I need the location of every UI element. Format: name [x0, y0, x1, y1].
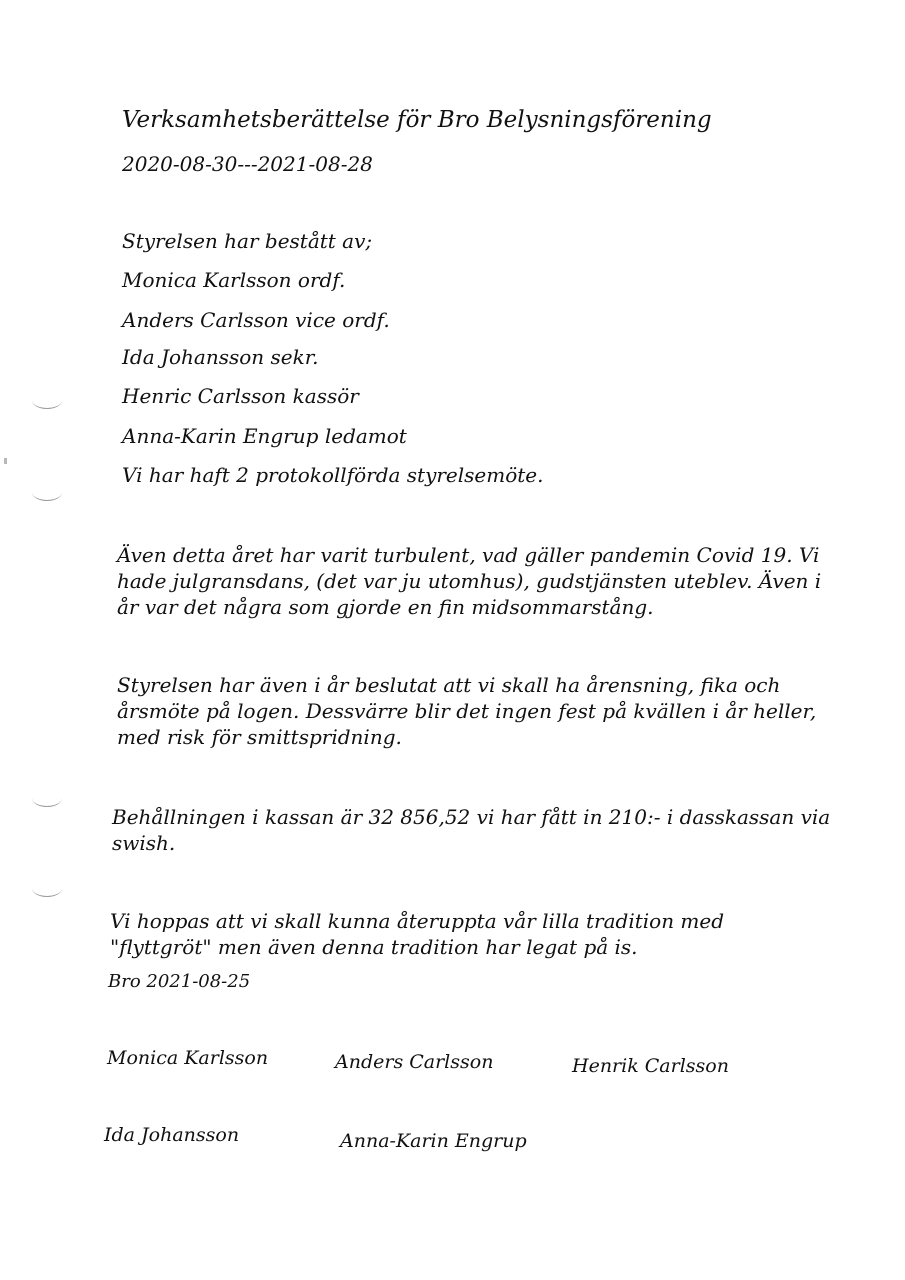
- place-and-date: Bro 2021-08-25: [108, 971, 251, 992]
- paragraph-tradition: [110, 908, 724, 960]
- paragraph-line: Vi hoppas att vi skall kunna återuppta vår lilla tradition med: [110, 909, 725, 933]
- paragraph-line: swish.: [112, 831, 176, 855]
- punch-hole-mark: [32, 484, 62, 501]
- paragraph-line: årsmöte på logen. Dessvärre blir det ingen fest på kvällen i år heller,: [117, 699, 817, 723]
- board-member: Monica Karlsson ordf.: [122, 268, 346, 292]
- board-intro: Styrelsen har bestått av;: [122, 229, 373, 253]
- paragraph-line: "flyttgröt" men även denna tradition har legat på is.: [110, 935, 638, 959]
- paragraph-line: Även detta året har varit turbulent, vad gäller pandemin Covid 19. Vi: [117, 543, 820, 567]
- meetings-statement: Vi har haft 2 protokollförda styrelsemöte.: [122, 463, 544, 487]
- board-member: Anders Carlsson vice ordf.: [122, 308, 390, 332]
- punch-hole-mark: [32, 880, 62, 897]
- document-title: Verksamhetsberättelse för Bro Belysningsförening: [122, 107, 712, 133]
- punch-hole-mark: [32, 790, 62, 807]
- signature-monica-karlsson: Monica Karlsson: [107, 1047, 269, 1069]
- paragraph-line: hade julgransdans, (det var ju utomhus), gudstjänsten uteblev. Även i: [117, 569, 822, 593]
- paragraph-finances: [112, 804, 830, 856]
- paragraph-line: år var det några som gjorde en fin midsommarstång.: [117, 595, 654, 619]
- signature-anna-karin-engrup: Anna-Karin Engrup: [340, 1130, 527, 1152]
- signature-anders-carlsson: Anders Carlsson: [335, 1051, 494, 1073]
- paragraph-line: Styrelsen har även i år beslutat att vi skall ha årensning, fika och: [117, 673, 781, 697]
- paragraph-line: Behållningen i kassan är 32 856,52 vi har fått in 210:- i dasskassan via: [112, 805, 831, 829]
- signature-ida-johansson: Ida Johansson: [104, 1124, 240, 1146]
- punch-hole-mark: [32, 392, 62, 409]
- signature-henrik-carlsson: Henrik Carlsson: [572, 1055, 729, 1077]
- paragraph-line: med risk för smittspridning.: [117, 725, 402, 749]
- board-member: Henric Carlsson kassör: [122, 384, 359, 408]
- board-member: Ida Johansson sekr.: [122, 345, 319, 369]
- scan-speck: [4, 458, 7, 464]
- paragraph-year-summary: [117, 542, 821, 620]
- period-dates: 2020-08-30---2021-08-28: [122, 152, 373, 176]
- board-member: Anna-Karin Engrup ledamot: [122, 424, 407, 448]
- paragraph-board-decision: [117, 672, 816, 750]
